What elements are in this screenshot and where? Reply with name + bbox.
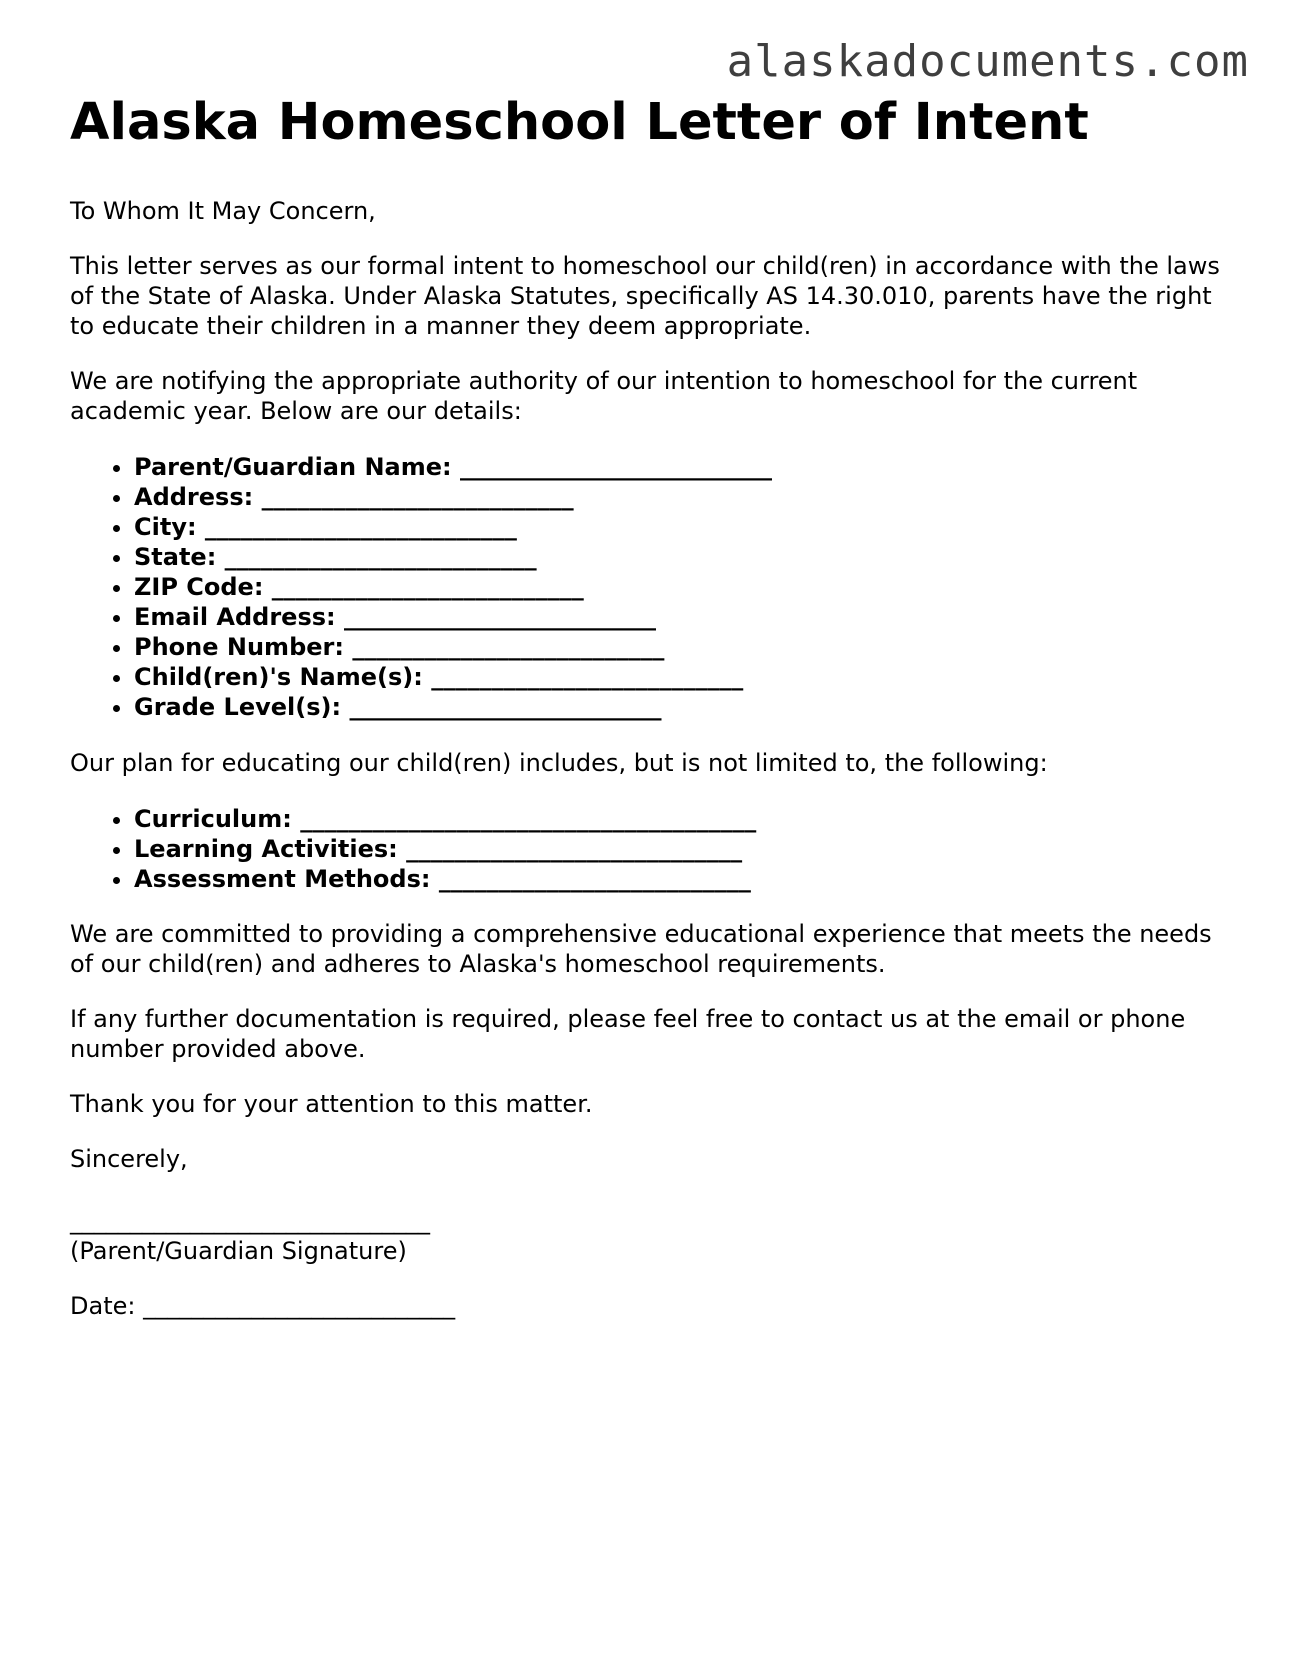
field-blank[interactable]: __________________________ <box>204 513 517 541</box>
detail-parent-name <box>134 452 1230 482</box>
date-label: Date: <box>70 1292 136 1320</box>
date-blank[interactable]: __________________________ <box>143 1292 456 1320</box>
field-blank[interactable]: ______________________________________ <box>300 805 757 833</box>
field-label: State: <box>134 543 217 571</box>
field-label: Learning Activities: <box>134 835 398 863</box>
thanks-paragraph: Thank you for your attention to this matter. <box>70 1090 593 1118</box>
signature-line[interactable]: ______________________________ <box>70 1207 430 1235</box>
field-blank[interactable]: __________________________ <box>343 603 656 631</box>
field-blank[interactable]: __________________________ <box>459 453 772 481</box>
detail-address <box>134 482 1230 512</box>
signature-label: (Parent/Guardian Signature) <box>70 1237 407 1265</box>
field-label: ZIP Code: <box>134 573 264 601</box>
page-title: Alaska Homeschool Letter of Intent <box>70 93 1089 152</box>
field-label: City: <box>134 513 197 541</box>
letter-page <box>70 88 1230 1321</box>
field-label: Curriculum: <box>134 805 292 833</box>
detail-email <box>134 602 1230 632</box>
plan-assessment-methods <box>134 864 1230 894</box>
detail-children-names <box>134 662 1230 692</box>
details-list <box>70 452 1230 722</box>
greeting: To Whom It May Concern, <box>70 197 376 225</box>
watermark: alaskadocuments.com <box>726 36 1249 87</box>
field-blank[interactable]: __________________________ <box>271 573 584 601</box>
intro-paragraph: This letter serves as our formal intent to homeschool our child(ren) in accordance with the laws of the State of Alaska. Under Alaska Statutes, specifically AS 14.30.010, parents have the right to educate their children in a manner they deem appropriate. <box>70 252 1220 340</box>
field-blank[interactable]: __________________________ <box>261 483 574 511</box>
field-blank[interactable]: __________________________ <box>438 865 751 893</box>
field-blank[interactable]: __________________________ <box>431 663 744 691</box>
commitment-paragraph: We are committed to providing a comprehensive educational experience that meets the needs of our child(ren) and adheres to Alaska's homeschool requirements. <box>70 920 1212 978</box>
plan-learning-activities <box>134 834 1230 864</box>
field-label: Address: <box>134 483 254 511</box>
field-blank[interactable]: __________________________ <box>352 633 665 661</box>
detail-city <box>134 512 1230 542</box>
field-label: Child(ren)'s Name(s): <box>134 663 423 691</box>
field-label: Assessment Methods: <box>134 865 431 893</box>
closing: Sincerely, <box>70 1145 188 1173</box>
plan-list <box>70 804 1230 894</box>
field-blank[interactable]: __________________________ <box>349 693 662 721</box>
field-blank[interactable]: __________________________ <box>224 543 537 571</box>
detail-zip <box>134 572 1230 602</box>
detail-grade-levels <box>134 692 1230 722</box>
contact-paragraph: If any further documentation is required, please feel free to contact us at the email or phone number provided above. <box>70 1005 1186 1063</box>
plan-curriculum <box>134 804 1230 834</box>
detail-state <box>134 542 1230 572</box>
field-blank[interactable]: ____________________________ <box>406 835 743 863</box>
field-label: Grade Level(s): <box>134 693 342 721</box>
plan-intro: Our plan for educating our child(ren) includes, but is not limited to, the following: <box>70 749 1048 777</box>
field-label: Parent/Guardian Name: <box>134 453 452 481</box>
detail-phone <box>134 632 1230 662</box>
notify-paragraph: We are notifying the appropriate authority of our intention to homeschool for the current academic year. Below are our details: <box>70 367 1138 425</box>
field-label: Phone Number: <box>134 633 344 661</box>
field-label: Email Address: <box>134 603 336 631</box>
date-field <box>70 1291 1230 1321</box>
